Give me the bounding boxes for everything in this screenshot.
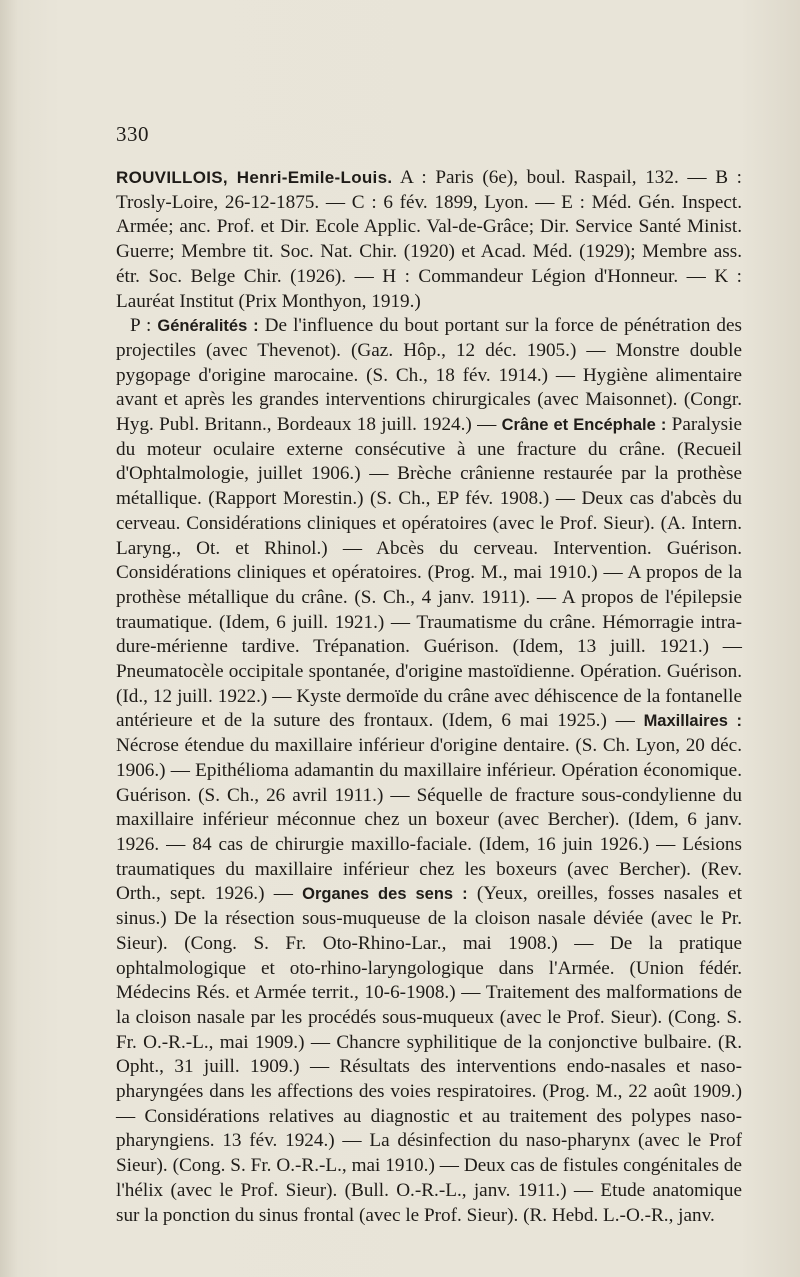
page-number: 330 xyxy=(116,122,149,146)
entry-body xyxy=(116,166,742,1228)
section-title-organes: Organes des sens : xyxy=(302,885,468,904)
section-title-crane: Crâne et Encéphale : xyxy=(501,416,667,435)
entry-header xyxy=(116,166,742,314)
section-text-crane: Paralysie du moteur oculaire externe consécutive à une fracture du crâne. (Recueil d'Ophtalmologie, juillet 1906.) — Brèche crânienne restaurée par la prothèse métallique. (Rapport Morestin.) (S. Ch., EP fév. 1908.) — Deux cas d'abcès du cerveau. Considérations cliniques et opératoires (avec le Prof. Sieur). (A. Intern. Laryng., Ot. et Rhinol.) — Abcès du cerveau. Intervention. Guérison. Considérations cliniques et opératoires. (Prog. M., mai 1910.) — A propos de la prothèse métallique du crâne. (S. Ch., 4 janv. 1911). — A propos de l'épilepsie traumatique. (Idem, 6 juill. 1921.) — Traumatisme du crâne. Hémorragie intra-dure-mérienne tardive. Trépanation. Guérison. (Idem, 13 juill. 1921.) — Pneumatocèle occipitale spontanée, d'origine mastoïdienne. Opération. Guérison. (Id., 12 juill. 1922.) — Kyste dermoïde du crâne avec déhiscence de la fontanelle antérieure et de la suture des frontaux. (Idem, 6 mai 1925.) — xyxy=(116,414,742,732)
p-label: P : xyxy=(130,315,158,337)
section-title-generalites: Généralités : xyxy=(157,317,259,336)
publications-paragraph xyxy=(116,314,742,1228)
entry-bio: A : Paris (6e), boul. Raspail, 132. — B : Trosly-Loire, 26-12-1875. — C : 6 fév. 1899, Lyon. — E : Méd. Gén. Inspect. Armée; anc. Prof. et Dir. Ecole Applic. Val-de-Grâce; Dir. Service Santé Minist. Guerre; Membre tit. Soc. Nat. Chir. (1920) et Acad. Méd. (1929); Membre ass. étr. Soc. Belge Chir. (1926). — H : Commandeur Légion d'Honneur. — K : Lauréat Institut (Prix Monthyon, 1919.) xyxy=(116,167,742,312)
section-text-maxillaires: Nécrose étendue du maxillaire inférieur d'origine dentaire. (S. Ch. Lyon, 20 déc. 1906.) — Epithélioma adamantin du maxillaire inférieur. Opération économique. Guérison. (S. Ch., 26 avril 1911.) — Séquelle de fracture sous-condylienne du maxillaire inférieur méconnue chez un boxeur (avec Bercher). (Idem, 6 janv. 1926. — 84 cas de chirurgie maxillo-faciale. (Idem, 16 juin 1926.) — Lésions traumatiques du maxillaire inférieur chez les boxeurs (avec Bercher). (Rev. Orth., sept. 1926.) — xyxy=(116,735,742,905)
section-title-maxillaires: Maxillaires : xyxy=(643,712,742,731)
entry-name: ROUVILLOIS, Henri-Emile-Louis. xyxy=(116,168,393,187)
section-text-organes: (Yeux, oreilles, fosses nasales et sinus.) De la résection sous-muqueuse de la cloison nasale déviée (avec le Pr. Sieur). (Cong. S. Fr. Oto-Rhino-Lar., mai 1908.) — De la pratique ophtalmologique et oto-rhino-laryngologique dans l'Armée. (Union fédér. Médecins Rés. et Armée territ., 10-6-1908.) — Traitement des malformations de la cloison nasale par les procédés sous-muqueux (avec le Prof. Sieur). (Cong. S. Fr. O.-R.-L., mai 1909.) — Chancre syphilitique de la conjonctive bulbaire. (R. Opht., 31 juill. 1909.) — Résultats des interventions endo-nasales et naso-pharyngées dans les affections des voies respiratoires. (Prog. M., 22 août 1909.) — Considérations relatives au diagnostic et au traitement des polypes naso-pharyngiens. 13 fév. 1924.) — La désinfection du naso-pharynx (avec le Prof Sieur). (Cong. S. Fr. O.-R.-L., mai 1910.) — Deux cas de fistules congénitales de l'hélix (avec le Prof. Sieur). (Bull. O.-R.-L., janv. 1911.) — Etude anatomique sur la ponction du sinus frontal (avec le Prof. Sieur). (R. Hebd. L.-O.-R., janv. xyxy=(116,883,742,1226)
section-text-generalites: De l'influence du bout portant sur la force de pénétration des projectiles (avec Thevenot). (Gaz. Hôp., 12 déc. 1905.) — Monstre double pygopage d'origine marocaine. (S. Ch., 18 fév. 1914.) — Hygiène alimentaire avant et après les grandes interventions chirurgicales (avec Maisonnet). (Congr. Hyg. Publ. Britann., Bordeaux 18 juill. 1924.) — xyxy=(116,315,743,436)
